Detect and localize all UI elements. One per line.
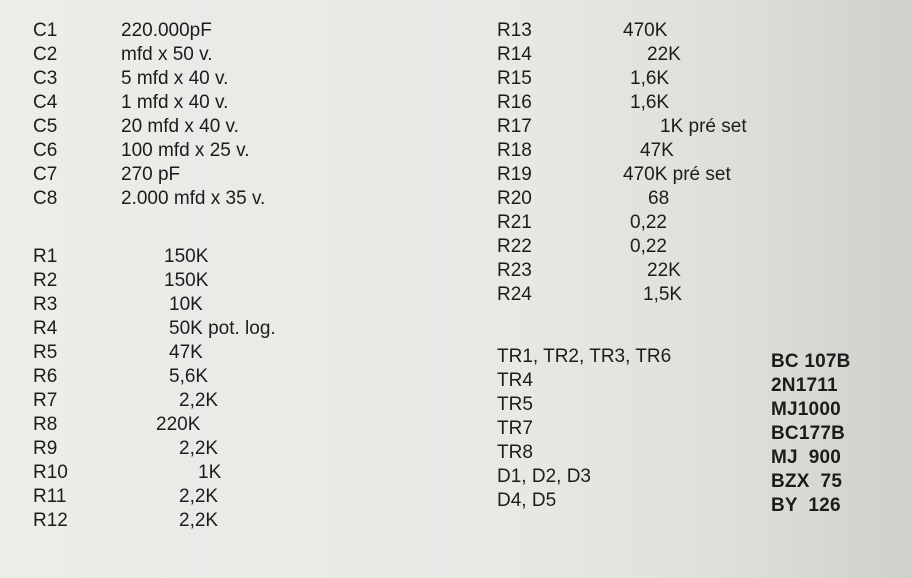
component-ref: R15 bbox=[497, 68, 532, 89]
component-ref: R10 bbox=[33, 462, 68, 483]
component-ref: R11 bbox=[33, 486, 67, 507]
component-value: 470K pré set bbox=[623, 164, 731, 185]
component-ref: C4 bbox=[33, 92, 58, 113]
component-ref: C5 bbox=[33, 116, 58, 137]
component-ref: TR7 bbox=[497, 418, 533, 439]
component-value: 220.000pF bbox=[121, 20, 212, 41]
component-value: 2,2K bbox=[179, 390, 219, 411]
component-ref: C6 bbox=[33, 140, 58, 161]
component-part-number: 2N1711 bbox=[771, 375, 838, 396]
component-ref: TR1, TR2, TR3, TR6 bbox=[497, 346, 672, 367]
component-ref: R7 bbox=[33, 390, 58, 411]
component-ref: R16 bbox=[497, 92, 532, 113]
component-value: 220K bbox=[156, 414, 201, 435]
component-part-number: BZX 75 bbox=[771, 471, 843, 492]
component-ref: R12 bbox=[33, 510, 68, 531]
component-ref: R2 bbox=[33, 270, 58, 291]
component-value: 1,6K bbox=[630, 92, 670, 113]
component-part-number: BY 126 bbox=[771, 495, 841, 516]
component-ref: R19 bbox=[497, 164, 532, 185]
component-ref: R21 bbox=[497, 212, 532, 233]
component-value: 2,2K bbox=[179, 486, 219, 507]
component-value: 470K bbox=[623, 20, 668, 41]
component-value: 1,6K bbox=[630, 68, 670, 89]
component-ref: TR4 bbox=[497, 370, 533, 391]
component-value: 50K pot. log. bbox=[169, 318, 276, 339]
component-value: 150K bbox=[164, 270, 209, 291]
component-part-number: MJ1000 bbox=[771, 399, 841, 420]
component-value: 2,2K bbox=[179, 510, 219, 531]
component-ref: R1 bbox=[33, 246, 58, 267]
component-ref: R3 bbox=[33, 294, 58, 315]
component-value: 100 mfd x 25 v. bbox=[121, 140, 250, 161]
component-part-number: BC 107B bbox=[771, 351, 851, 372]
component-value: 68 bbox=[648, 188, 670, 209]
component-ref: R24 bbox=[497, 284, 532, 305]
component-value: 2,2K bbox=[179, 438, 219, 459]
component-ref: C3 bbox=[33, 68, 58, 89]
component-value: 1K pré set bbox=[660, 116, 747, 137]
component-ref: R6 bbox=[33, 366, 58, 387]
component-ref: R20 bbox=[497, 188, 532, 209]
component-value: 2.000 mfd x 35 v. bbox=[121, 188, 266, 209]
component-ref: D1, D2, D3 bbox=[497, 466, 591, 487]
component-ref: R4 bbox=[33, 318, 58, 339]
component-value: 47K bbox=[640, 140, 674, 161]
component-part-number: BC177B bbox=[771, 423, 846, 444]
component-ref: R14 bbox=[497, 44, 532, 65]
component-ref: R8 bbox=[33, 414, 58, 435]
component-value: 0,22 bbox=[630, 212, 667, 233]
component-ref: R9 bbox=[33, 438, 58, 459]
component-value: 5 mfd x 40 v. bbox=[121, 68, 229, 89]
component-value: 150K bbox=[164, 246, 209, 267]
component-value: 5,6K bbox=[169, 366, 209, 387]
component-value: 1,5K bbox=[643, 284, 683, 305]
component-ref: R5 bbox=[33, 342, 58, 363]
component-part-number: MJ 900 bbox=[771, 447, 842, 468]
component-value: 10K bbox=[169, 294, 203, 315]
component-value: 0,22 bbox=[630, 236, 667, 257]
component-ref: R18 bbox=[497, 140, 532, 161]
component-ref: R22 bbox=[497, 236, 532, 257]
component-ref: R23 bbox=[497, 260, 532, 281]
component-value: 22K bbox=[647, 44, 681, 65]
component-ref: R13 bbox=[497, 20, 532, 41]
component-ref: C1 bbox=[33, 20, 58, 41]
component-ref: C2 bbox=[33, 44, 58, 65]
component-ref: C8 bbox=[33, 188, 58, 209]
component-ref: D4, D5 bbox=[497, 490, 557, 511]
component-ref: TR5 bbox=[497, 394, 533, 415]
component-value: 20 mfd x 40 v. bbox=[121, 116, 239, 137]
component-value: mfd x 50 v. bbox=[121, 44, 213, 65]
component-value: 47K bbox=[169, 342, 203, 363]
component-ref: C7 bbox=[33, 164, 58, 185]
component-value: 22K bbox=[647, 260, 681, 281]
component-value: 1K bbox=[198, 462, 222, 483]
component-ref: TR8 bbox=[497, 442, 533, 463]
component-value: 1 mfd x 40 v. bbox=[121, 92, 229, 113]
component-value: 270 pF bbox=[121, 164, 181, 185]
component-ref: R17 bbox=[497, 116, 532, 137]
